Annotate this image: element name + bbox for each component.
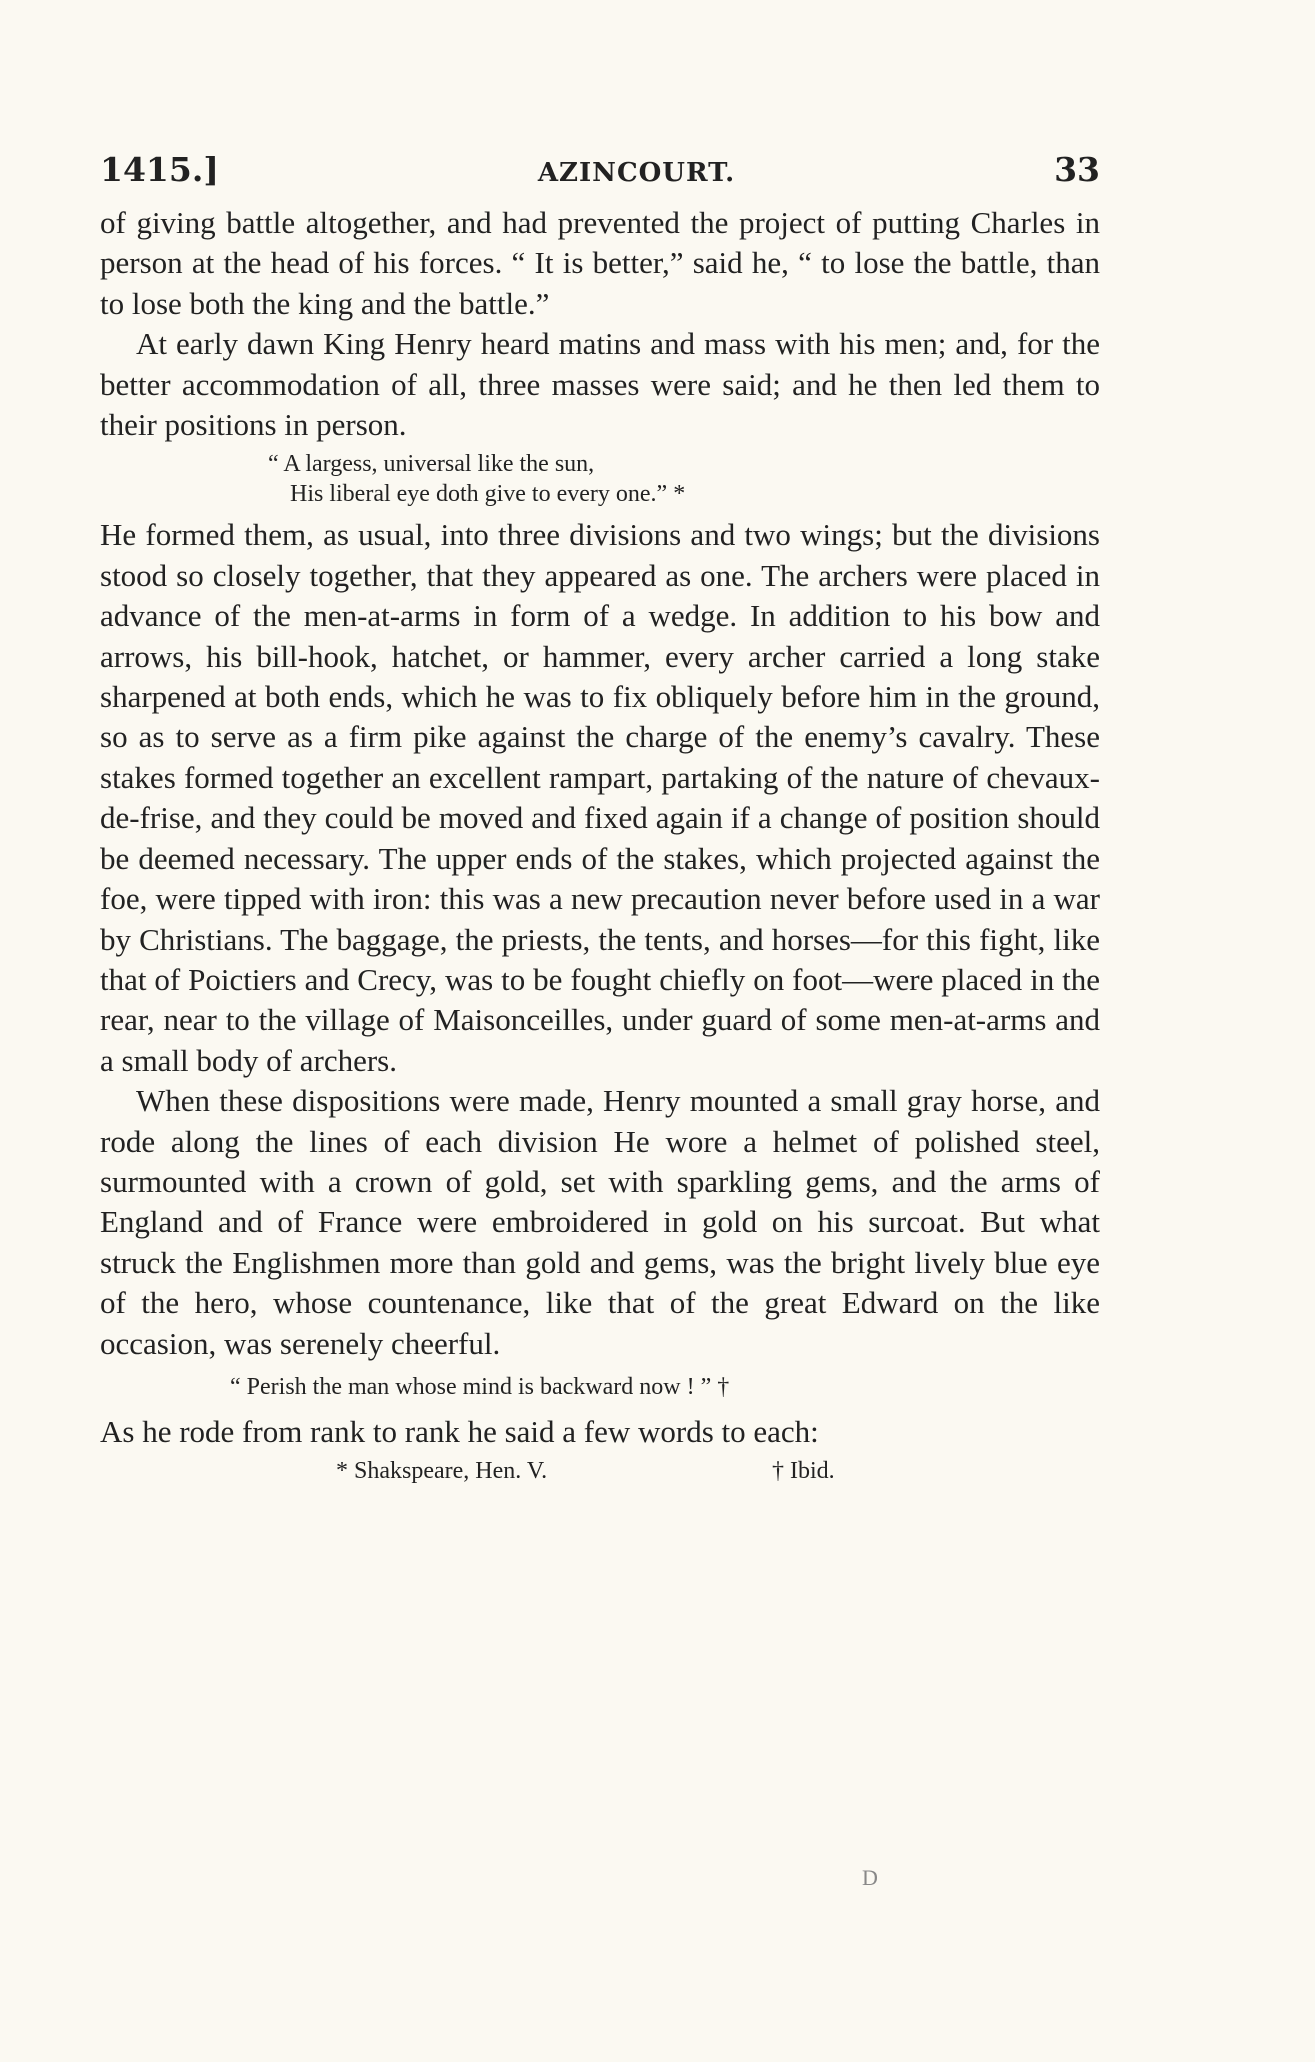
footnote-2: † Ibid. bbox=[772, 1458, 835, 1485]
footnote-1: * Shakspeare, Hen. V. bbox=[336, 1458, 548, 1485]
verse-line: “ A largess, universal like the sun, bbox=[268, 451, 595, 478]
header-year: 1415.] bbox=[100, 150, 219, 189]
verse-quote-1 bbox=[100, 449, 1100, 509]
signature-mark: D bbox=[862, 1865, 878, 1890]
running-header bbox=[100, 150, 1100, 189]
verse-line: His liberal eye doth give to every one.” * bbox=[290, 481, 686, 508]
paragraph-1: of giving battle altogether, and had prevented the project of putting Charles in person at the head of his forces. “ It is better,” said he, “ to lose the battle, than to lose both the king and the battle.” bbox=[100, 205, 1100, 321]
paragraph-5: As he rode from rank to rank he said a few words to each: bbox=[100, 1413, 819, 1449]
page-number: 33 bbox=[1054, 150, 1100, 189]
paragraph-2: At early dawn King Henry heard matins and mass with his men; and, for the better accommodation of all, three masses were said; and he then led them to their positions in person. bbox=[100, 326, 1100, 443]
paragraph-4: When these dispositions were made, Henry mounted a small gray horse, and rode along the lines of each division He wore a helmet of polished steel, surmounted with a crown of gold, set with sparkling gems, and the arms of England and of France were embroidered in gold on his surcoat. But what struck the Englishmen more than gold and gems, was the bright lively blue eye of the hero, whose countenance, like that of the great Edward on the like occasion, was serenely cheerful. bbox=[100, 1083, 1100, 1361]
footnotes bbox=[100, 1456, 1100, 1488]
header-title: AZINCOURT. bbox=[537, 158, 736, 188]
verse-line: “ Perish the man whose mind is backward now ! ” † bbox=[230, 1373, 730, 1400]
verse-quote-2 bbox=[100, 1372, 1100, 1402]
book-page bbox=[100, 150, 1100, 1488]
paragraph-3: He formed them, as usual, into three divisions and two wings; but the divisions stood so closely together, that they appeared as one. The archers were placed in advance of the men-at-arms in form of a wedge. In addition to his bow and arrows, his bill-hook, hatchet, or hammer, every archer carried a long stake sharpened at both ends, which he was to fix obliquely before him in the ground, so as to serve as a firm pike against the charge of the enemy’s cavalry. These stakes formed together an excellent rampart, partaking of the nature of chevaux-de-frise, and they could be moved and fixed again if a change of position should be deemed necessary. The upper ends of the stakes, which projected against the foe, were tipped with iron: this was a new precaution never before used in a war by Christians. The baggage, the priests, the tents, and horses—for this fight, like that of Poictiers and Crecy, was to be fought chiefly on foot—were placed in the rear, near to the village of Maisonceilles, under guard of some men-at-arms and a small body of archers. bbox=[100, 517, 1100, 1078]
